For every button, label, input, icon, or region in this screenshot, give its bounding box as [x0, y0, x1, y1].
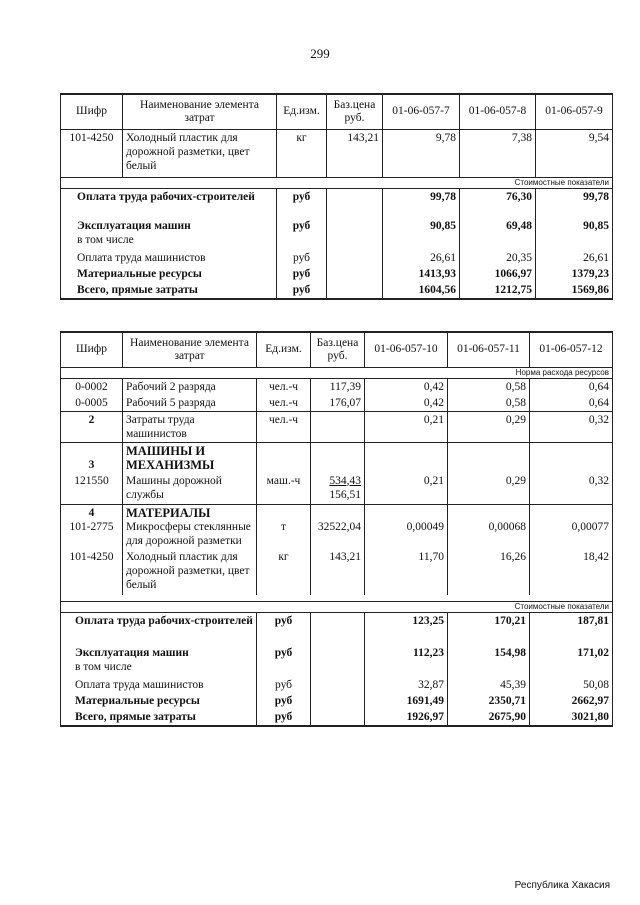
- row-value-1: 0,21: [365, 411, 448, 442]
- row-value-3: 0,64: [530, 395, 613, 412]
- header-name: Наименование элемента затрат: [123, 94, 277, 129]
- row-value-1: 11,70: [365, 549, 448, 595]
- header-price: Баз.цена руб.: [311, 332, 365, 367]
- cost-value-2: 45,39: [448, 677, 530, 693]
- cost-value-1: 26,61: [383, 250, 460, 266]
- table-row: [61, 473, 613, 505]
- section-heading-row: [61, 442, 613, 473]
- cost-label: Оплата труда рабочих-строителей: [61, 613, 257, 645]
- cost-row: [61, 188, 613, 218]
- row-unit: маш.-ч: [257, 473, 311, 505]
- cost-value-3: 90,85: [536, 218, 613, 250]
- row-value-3: 0,32: [530, 473, 613, 505]
- cost-row: [61, 645, 613, 677]
- row-value-2: 0,58: [448, 395, 530, 412]
- cost-price-empty: [311, 645, 365, 677]
- row-value-3: 18,42: [530, 549, 613, 595]
- section-title: МАШИНЫ И МЕХАНИЗМЫ: [123, 442, 257, 473]
- cost-label: Всего, прямые затраты: [61, 709, 257, 726]
- cost-value-2: 20,35: [460, 250, 536, 266]
- cost-label: Всего, прямые затраты: [61, 282, 277, 299]
- row-value-2: 0,29: [448, 411, 530, 442]
- cost-value-2: 154,98: [448, 645, 530, 677]
- table-row: [61, 505, 613, 550]
- cost-price-empty: [327, 266, 383, 282]
- cost-row: [61, 709, 613, 726]
- table-row: [61, 411, 613, 442]
- header-col-3: 01-06-057-9: [536, 94, 613, 129]
- row-unit: кг: [257, 549, 311, 595]
- band-label: Стоимостные показатели: [61, 177, 613, 188]
- row-value-3: 0,00077: [530, 505, 613, 550]
- cost-price-empty: [311, 709, 365, 726]
- cost-label: Оплата труда рабочих-строителей: [61, 188, 277, 218]
- header-col-3: 01-06-057-12: [530, 332, 613, 367]
- cost-price-empty: [327, 250, 383, 266]
- table-row: [61, 129, 613, 177]
- band-label: Стоимостные показатели: [61, 602, 613, 613]
- cost-unit: руб: [277, 188, 327, 218]
- cost-unit: руб: [257, 709, 311, 726]
- row-unit: т: [257, 505, 311, 550]
- row-value-1: 0,42: [365, 378, 448, 395]
- cost-price-empty: [327, 282, 383, 299]
- band-label: Норма расхода ресурсов: [61, 367, 613, 378]
- cost-label: Оплата труда машинистов: [61, 677, 257, 693]
- table-header-row: [61, 94, 613, 129]
- row-price: 117,39: [311, 378, 365, 395]
- cost-row: [61, 677, 613, 693]
- row-name: Рабочий 5 разряда: [123, 395, 257, 412]
- cost-unit: руб: [257, 677, 311, 693]
- row-value-1: 0,00049: [365, 505, 448, 550]
- table-row: [61, 395, 613, 412]
- header-unit: Ед.изм.: [257, 332, 311, 367]
- cost-value-3: 99,78: [536, 188, 613, 218]
- cost-unit: руб: [277, 282, 327, 299]
- row-value-3: 0,64: [530, 378, 613, 395]
- row-value-1: 9,78: [383, 129, 460, 177]
- cost-value-3: 2662,97: [530, 693, 613, 709]
- cost-value-1: 99,78: [383, 188, 460, 218]
- row-code: 121550: [61, 473, 123, 505]
- cost-unit: руб: [257, 693, 311, 709]
- cost-sublabel: в том числе: [77, 234, 134, 246]
- section-band: [61, 177, 613, 188]
- row-name: Микросферы стеклянные для дорожной разметки: [126, 521, 251, 547]
- cost-value-3: 26,61: [536, 250, 613, 266]
- cost-row: [61, 613, 613, 645]
- section-band: [61, 367, 613, 378]
- cost-value-1: 1691,49: [365, 693, 448, 709]
- row-price: 143,21: [327, 129, 383, 177]
- row-value-3: 0,32: [530, 411, 613, 442]
- row-value-3: 9,54: [536, 129, 613, 177]
- cost-value-1: 1413,93: [383, 266, 460, 282]
- section-title: МАТЕРИАЛЫ: [126, 506, 211, 520]
- cost-price-empty: [327, 188, 383, 218]
- cost-unit: руб: [277, 250, 327, 266]
- cost-label: Эксплуатация машин: [77, 220, 191, 232]
- cost-sublabel: в том числе: [75, 660, 132, 673]
- cost-value-1: 112,23: [365, 645, 448, 677]
- cost-value-2: 170,21: [448, 613, 530, 645]
- cost-price-empty: [327, 218, 383, 250]
- header-col-1: 01-06-057-10: [365, 332, 448, 367]
- header-col-1: 01-06-057-7: [383, 94, 460, 129]
- cost-row: [61, 693, 613, 709]
- row-value-2: 16,26: [448, 549, 530, 595]
- table-header-row: [61, 332, 613, 367]
- cost-value-1: 123,25: [365, 613, 448, 645]
- row-name: Затраты труда машинистов: [123, 411, 257, 442]
- cost-price-empty: [311, 693, 365, 709]
- row-name: Холодный пластик для дорожной разметки, цвет белый: [123, 549, 257, 595]
- cost-value-3: 187,81: [530, 613, 613, 645]
- cost-value-3: 1379,23: [536, 266, 613, 282]
- cost-label: Материальные ресурсы: [61, 693, 257, 709]
- cost-unit: руб: [257, 645, 311, 677]
- cost-value-2: 2675,90: [448, 709, 530, 726]
- page-number: 299: [310, 46, 330, 61]
- header-price: Баз.цена руб.: [327, 94, 383, 129]
- row-name: Рабочий 2 разряда: [123, 378, 257, 395]
- cost-value-3: 3021,80: [530, 709, 613, 726]
- cost-value-2: 1212,75: [460, 282, 536, 299]
- cost-value-2: 69,48: [460, 218, 536, 250]
- row-unit: кг: [277, 129, 327, 177]
- cost-value-2: 1066,97: [460, 266, 536, 282]
- row-price: 534,43: [329, 474, 361, 487]
- cost-value-1: 1604,56: [383, 282, 460, 299]
- row-code: 101-2775: [69, 521, 114, 533]
- row-code: 101-4250: [61, 129, 123, 177]
- cost-value-1: 1926,97: [365, 709, 448, 726]
- row-code: 0-0005: [61, 395, 123, 412]
- row-value-2: 0,29: [448, 473, 530, 505]
- row-name: Холодный пластик для дорожной разметки, цвет белый: [123, 129, 277, 177]
- cost-value-2: 2350,71: [448, 693, 530, 709]
- row-value-1: 0,42: [365, 395, 448, 412]
- footer-region: Республика Хакасия: [514, 880, 610, 891]
- cost-unit: руб: [277, 266, 327, 282]
- header-unit: Ед.изм.: [277, 94, 327, 129]
- row-value-2: 0,00068: [448, 505, 530, 550]
- row-price-empty: [311, 411, 365, 442]
- header-col-2: 01-06-057-11: [448, 332, 530, 367]
- row-value-1: 0,21: [365, 473, 448, 505]
- cost-label: Оплата труда машинистов: [61, 250, 277, 266]
- row-price: 143,21: [311, 549, 365, 595]
- section-number: 4: [88, 507, 95, 519]
- cost-unit: руб: [257, 613, 311, 645]
- row-price: 176,07: [311, 395, 365, 412]
- cost-value-3: 171,02: [530, 645, 613, 677]
- cost-label: Эксплуатация машин: [75, 646, 189, 659]
- cost-value-3: 1569,86: [536, 282, 613, 299]
- row-code: 0-0002: [61, 378, 123, 395]
- header-name: Наименование элемента затрат: [123, 332, 257, 367]
- header-code: Шифр: [61, 94, 123, 129]
- cost-unit: руб: [277, 218, 327, 250]
- cost-value-1: 32,87: [365, 677, 448, 693]
- row-value-2: 0,58: [448, 378, 530, 395]
- cost-value-2: 76,30: [460, 188, 536, 218]
- cost-table-2: [60, 331, 613, 727]
- cost-row: [61, 218, 613, 250]
- row-name: Машины дорожной службы: [123, 473, 257, 505]
- header-code: Шифр: [61, 332, 123, 367]
- row-unit: чел.-ч: [257, 395, 311, 412]
- cost-row: [61, 282, 613, 299]
- table-row: [61, 378, 613, 395]
- row-value-2: 7,38: [460, 129, 536, 177]
- table-row: [61, 549, 613, 595]
- row-price-secondary: 156,51: [329, 488, 361, 501]
- cost-row: [61, 250, 613, 266]
- cost-label: Материальные ресурсы: [61, 266, 277, 282]
- cost-row: [61, 266, 613, 282]
- cost-value-1: 90,85: [383, 218, 460, 250]
- header-col-2: 01-06-057-8: [460, 94, 536, 129]
- section-band: [61, 602, 613, 613]
- cost-price-empty: [311, 677, 365, 693]
- row-code: 101-4250: [61, 549, 123, 595]
- cost-value-3: 50,08: [530, 677, 613, 693]
- cost-table-1: [60, 93, 613, 300]
- row-price: 32522,04: [311, 505, 365, 550]
- row-unit: чел.-ч: [257, 378, 311, 395]
- cost-price-empty: [311, 613, 365, 645]
- row-unit: чел.-ч: [257, 411, 311, 442]
- row-code: 2: [61, 411, 123, 442]
- section-number: 3: [61, 442, 123, 473]
